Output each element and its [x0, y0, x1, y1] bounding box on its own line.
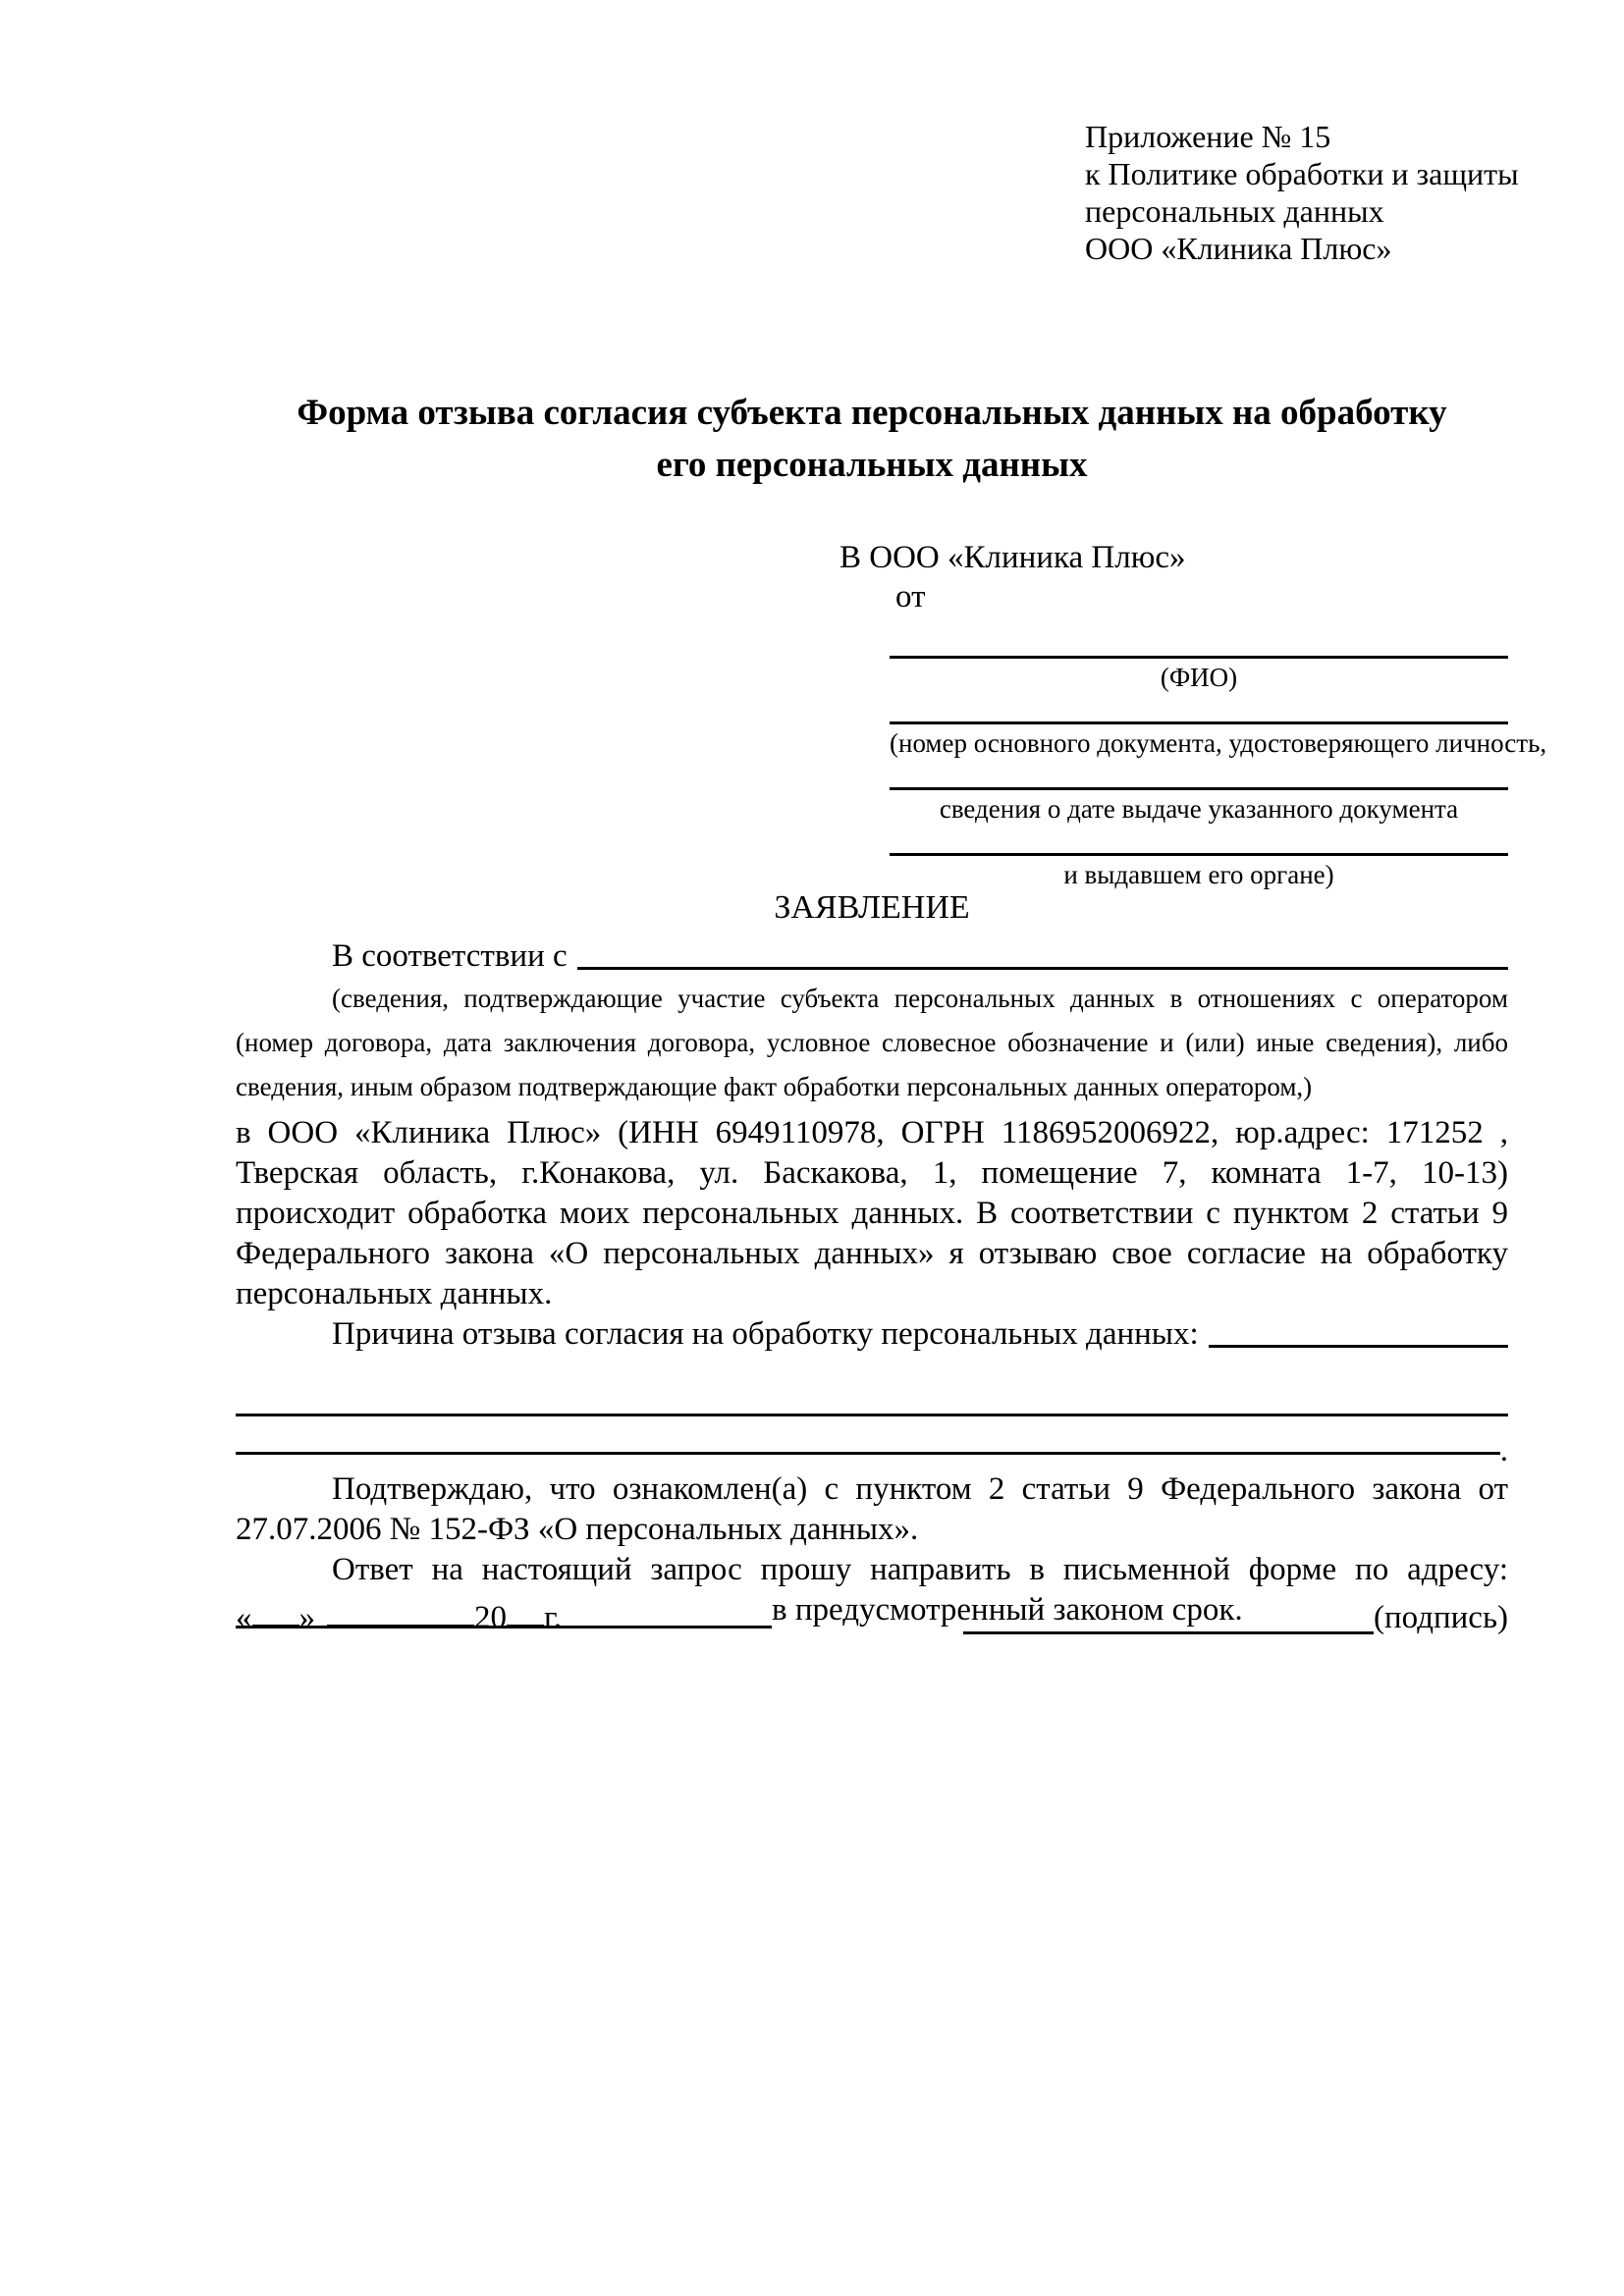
reason-continuation-line-1: [236, 1414, 1508, 1416]
document-number-blank-line: [890, 721, 1508, 724]
fio-blank-line: [890, 656, 1508, 659]
reason-terminator: .: [1499, 1433, 1508, 1468]
intro-row: [236, 934, 1508, 977]
statement-section: [236, 886, 1508, 1630]
date-quote-close: »: [298, 1600, 315, 1635]
date-year-prefix: 20: [474, 1600, 507, 1635]
signature-blank-line: [963, 1631, 1374, 1634]
signature-row: [236, 1598, 1508, 1638]
date-group: [236, 1598, 562, 1638]
issue-date-field-label: сведения о дате выдаче указанного документа: [939, 794, 1459, 824]
statement-heading: ЗАЯВЛЕНИЕ: [774, 889, 970, 926]
from-label: от: [895, 579, 926, 614]
date-day-blank: [252, 1598, 299, 1628]
document-number-field-label: (номер основного документа, удостоверяющего личность,: [890, 728, 1547, 758]
reason-continuation-line-2: [236, 1452, 1500, 1455]
fio-field-label: (ФИО): [1160, 663, 1238, 692]
addressee-organization: В ООО «Клиника Плюс»: [839, 540, 1186, 575]
intro-footnote: (сведения, подтверждающие участие субъекта персональных данных в отношениях с оператором (номер договора, дата заключения договора, условное словесное обозначение и (или) иные сведения), либо сведения, иным образом подтверждающие факт обработки персональных данных оператором,): [236, 984, 1508, 1101]
title-line-1: Форма отзыва согласия субъекта персональных данных на обработку: [297, 393, 1447, 433]
appendix-line-1: Приложение № 15: [1085, 119, 1331, 154]
date-month-blank: [327, 1598, 474, 1628]
appendix-line-4: ООО «Клиника Плюс»: [1085, 231, 1392, 266]
reason-row: [236, 1314, 1508, 1355]
date-year-blank: [507, 1598, 544, 1628]
statement-body: в ООО «Клиника Плюс» (ИНН 6949110978, ОГРН 1186952006922, юр.адрес: 171252 , Тверская область, г.Конакова, ул. Баскакова, 1, помещение 7, комната 1-7, 10-13) происходит обработка моих персональных данных. В соответствии с пунктом 2 статьи 9 Федерального закона «О персональных данных» я отзываю свое согласие на обработку персональных данных.: [236, 1115, 1508, 1311]
date-quote-open: «: [236, 1600, 252, 1635]
appendix-line-2: к Политике обработки и защиты: [1085, 156, 1519, 191]
reason-blank-line: [1209, 1345, 1508, 1348]
reason-continuation-row-2: [236, 1433, 1508, 1468]
intro-blank-line: [577, 967, 1508, 970]
document-title: [236, 387, 1508, 491]
date-year-suffix: г.: [544, 1600, 563, 1635]
signature-group: [963, 1598, 1508, 1638]
issue-date-blank-line: [890, 787, 1508, 790]
reply-suffix: в предусмотренный законом срок.: [772, 1592, 1243, 1628]
confirmation-paragraph: Подтверждаю, что ознакомлен(а) с пунктом 2 статьи 9 Федерального закона от 27.07.2006 № 152-ФЗ «О персональных данных».: [236, 1471, 1508, 1547]
issuing-authority-field-label: и выдавшем его органе): [1063, 860, 1334, 889]
addressee-fields: [890, 656, 1547, 889]
addressee-block: [839, 538, 1547, 919]
signature-label: (подпись): [1374, 1600, 1508, 1635]
issuing-authority-blank-line: [890, 853, 1508, 856]
title-line-2: его персональных данных: [656, 445, 1088, 485]
reply-request-paragraph: Ответ на настоящий запрос прошу направить в письменной форме по адресу:: [332, 1552, 1508, 1587]
intro-prefix: В соответствии с: [332, 938, 568, 974]
appendix-line-3: персональных данных: [1085, 193, 1384, 229]
appendix-note: [1085, 118, 1537, 267]
reason-prefix: Причина отзыва согласия на обработку персональных данных:: [332, 1316, 1199, 1352]
